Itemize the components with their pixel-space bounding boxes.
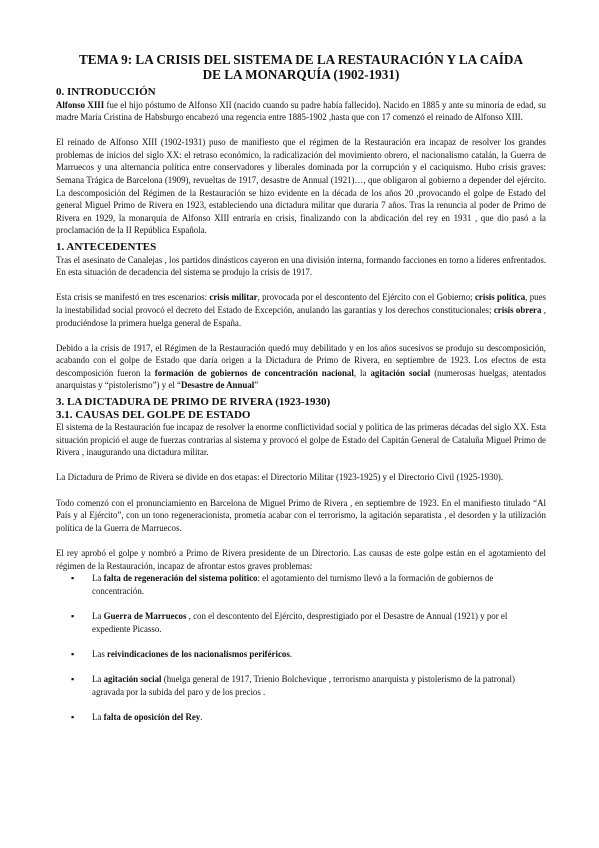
bold-term: Desastre de Annual <box>180 380 255 391</box>
text: La <box>92 711 104 722</box>
document-page <box>56 52 546 723</box>
bold-term: falta de regeneración del sistema político <box>103 573 258 584</box>
section-3-1-paragraph-2: La Dictadura de Primo de Rivera se divide en dos etapas: el Directorio Militar (1923-1925) y el Directorio Civil (1925-1930). <box>56 472 504 483</box>
bold-term: agitación social <box>103 673 162 684</box>
section-0-paragraph-1 <box>56 99 546 124</box>
bullet-icon: ▪ <box>71 610 75 621</box>
list-item <box>71 673 546 698</box>
section-1-paragraph-2 <box>56 291 546 329</box>
text: fue el hijo póstumo de Alfonso XII (nacido cuando su padre había fallecido). Nacido en 1885 y ante su minoría de edad, su madre María Cristina de Habsburgo encabezó una regencia entre 1885-1902 ,hasta que con 17 comenzó el reinado de Alfonso XIII. <box>56 99 546 123</box>
bold-term: reivindicaciones de los nacionalismos periféricos <box>107 648 290 659</box>
bold-term: crisis política <box>474 292 526 303</box>
list-item <box>71 610 546 635</box>
text: Las <box>92 648 108 659</box>
bullet-icon: ▪ <box>71 573 75 584</box>
text: La <box>92 673 104 684</box>
text: (huelga general de 1917, Trienio Bolchevique , terrorismo anarquista y pistolerismo de la patronal) agravada por la subida del paro y de los precios . <box>92 673 515 697</box>
bold-term: falta de oposición del Rey <box>103 711 201 722</box>
section-0-heading: 0. INTRODUCCIÓN <box>56 86 156 98</box>
section-3-1-heading: 3.1. CAUSAS DEL GOLPE DE ESTADO <box>56 408 251 421</box>
bold-term: crisis obrera <box>493 304 542 315</box>
text: La <box>92 573 104 584</box>
text: ” <box>254 380 259 391</box>
text: . <box>200 711 203 722</box>
document-title <box>56 52 546 82</box>
text: , pues la inestabilidad social provocó el decreto del Estado de Excepción, anulando las garantías y los derechos constitucionales; <box>56 292 546 315</box>
bullet-icon: ▪ <box>71 673 75 684</box>
section-1-paragraph-1: Tras el asesinato de Canalejas , los partidos dinásticos cayeron en una división interna, formando facciones en torno a líderes enfrentados. En esta situación de decadencia del sistema se produjo la crisis de 1917. <box>56 254 546 278</box>
section-3-1-paragraph-3: Todo comenzó con el pronunciamiento en Barcelona de Miguel Primo de Rivera , en septiembre de 1923. En el manifiesto titulado “Al País y al Ejército”, con un tono regeneracionista, prometía acabar con el terrorismo, la agitación separatista , el desorden y la utilización política de la Guerra de Marruecos. <box>56 497 546 533</box>
list-item <box>71 648 546 661</box>
title-line-2: DE LA MONARQUÍA (1902-1931) <box>202 67 400 82</box>
section-0-paragraph-2: El reinado de Alfonso XIII (1902-1931) puso de manifiesto que el régimen de la Restauración era incapaz de resolver los grandes problemas de inicios del siglo XX: el retraso económico, la radicalización del movimiento obrero, el nacionalismo catalán, la Guerra de Marruecos y una alternancia política entre conservadores y liberales dominada por la corrupción y el caciquismo. Hubo crisis graves: Semana Trágica de Barcelona (1909), revueltas de 1917, desastre de Annual (1921)…, que obligaron al gobierno a depender del ejército. La descomposición del Régimen de la Restauración se hizo evidente en la década de los años 20 ,provocando el golpe de Estado del general Miguel Primo de Rivera en 1923, estableciendo una dictadura militar que duraría 7 años. Tras la renuncia al poder de Primo de Rivera en 1929, la monarquía de Alfonso XIII entraría en crisis, finalizando con la abdicación del rey en 1931 , que dio pasó a la proclamación de la II República Española. <box>56 137 546 236</box>
text: , produciéndose la primera huelga general de España. <box>56 304 546 328</box>
list-item <box>71 572 546 597</box>
bold-term: agitación social <box>370 367 431 378</box>
text: (numerosas huelgas, atentados anarquistas y “pistolerismo”) y el “ <box>56 367 547 391</box>
bold-term: crisis militar <box>209 292 258 303</box>
text: , la <box>353 367 371 378</box>
section-3-1-paragraph-4: El rey aprobó el golpe y nombró a Primo de Rivera presidente de un Directorio. Las causas de este golpe están en el agotamiento del régimen de la Restauración, incapaz de afrontar estos graves problemas: <box>56 548 546 571</box>
text: : el agotamiento del turnismo llevó a la formación de gobiernos de concentración. <box>92 573 494 596</box>
text: , con el descontento del Ejército, desprestigiado por el Desastre de Annual (1921) y por el expediente Picasso. <box>92 610 508 634</box>
bold-term: formación de gobiernos de concentración nacional <box>154 367 354 378</box>
section-3-1-paragraph-1: El sistema de la Restauración fue incapaz de resolver la enorme conflictividad social y política de las primeras décadas del siglo XX. Esta situación propició el auge de fuerzas contrarias al sistema y provocó el golpe de Estado del Capitán General de Cataluña Miguel Primo de Rivera , inaugurando una dictadura militar. <box>56 422 546 458</box>
text: Esta crisis se manifestó en tres escenarios: <box>56 292 210 303</box>
title-line-1: TEMA 9: LA CRISIS DEL SISTEMA DE LA RESTAURACIÓN Y LA CAÍDA <box>79 52 523 67</box>
section-1-heading: 1. ANTECEDENTES <box>56 241 157 254</box>
section-1-paragraph-3 <box>56 342 546 392</box>
list-item <box>71 711 546 724</box>
bold-name: Alfonso XIII <box>56 99 105 110</box>
text: , provocada por el descontento del Ejército con el Gobierno; <box>257 292 475 303</box>
bold-term: Guerra de Marruecos <box>103 610 187 621</box>
bullet-icon: ▪ <box>71 648 75 659</box>
text: Debido a la crisis de 1917, el Régimen de la Restauración quedó muy debilitado y en los años sucesivos se produjo su descomposición, acabando con el golpe de Estado que daría origen a la Dictadura de Primo de Rivera, en septiembre de 1923. Los efectos de esta descomposición fueron la <box>56 342 546 378</box>
causes-list <box>56 572 546 723</box>
bullet-icon: ▪ <box>71 711 75 722</box>
text: La <box>92 610 104 621</box>
section-3-heading: 3. LA DICTADURA DE PRIMO DE RIVERA (1923-1930) <box>56 396 331 409</box>
text: . <box>289 648 293 659</box>
